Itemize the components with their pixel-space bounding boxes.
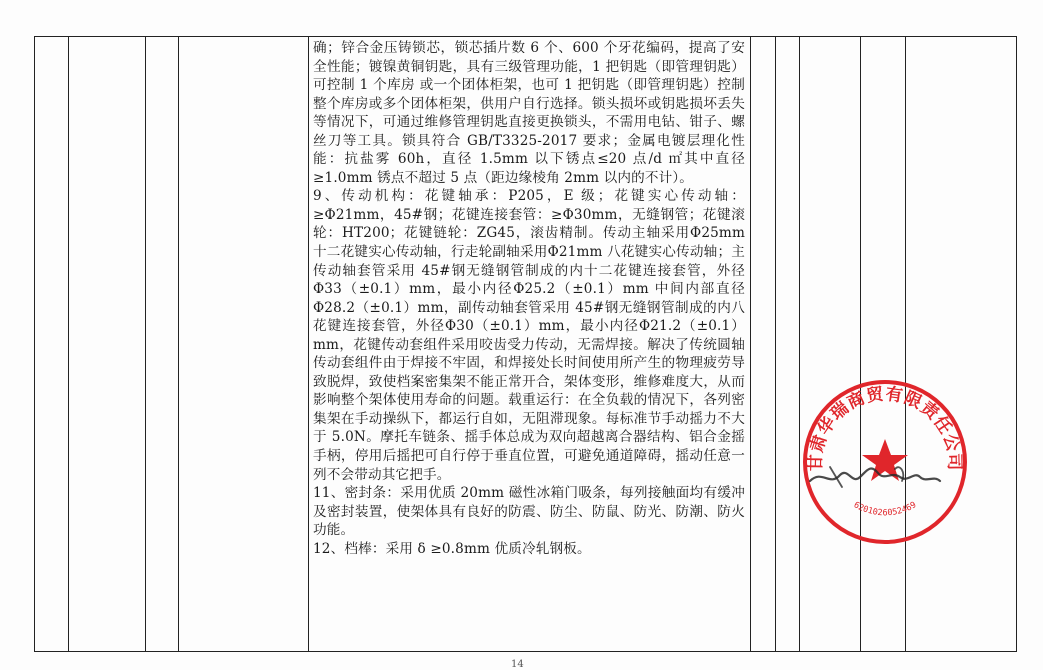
page-number: 14 — [511, 659, 524, 670]
table-column-divider — [145, 37, 146, 651]
table-column-divider — [775, 37, 776, 651]
table-column-divider — [905, 37, 906, 651]
seal-code: 6201026052469 — [851, 500, 919, 519]
specification-table — [34, 36, 1017, 652]
seal-star-icon — [862, 439, 908, 481]
table-column-divider — [799, 37, 800, 651]
table-column-divider — [308, 37, 309, 651]
spec-paragraph: 12、档棒：采用 δ ≥0.8mm 优质冷轧钢板。 — [313, 540, 591, 557]
table-column-divider — [178, 37, 179, 651]
seal-company-name: 甘肃华瑞商贸有限责任公司 — [805, 384, 965, 472]
specification-text-cell — [313, 39, 745, 558]
spec-paragraph: 确；锌合金压铸锁芯，锁芯插片数 6 个、600 个牙花编码，提高了安全性能；镀镍黄铜钥匙，具有三级管理功能，1 把钥匙（即管理钥匙）可控制 1 个库房 或一个团体柜架，也可 1 把钥匙（即管理钥匙）控制整个库房或多个团体柜架，供用户自行选择。锁头损坏或钥匙损坏丢失等情况下，可通过维修管理钥匙直接更换锁头，不需用电钻、钳子、螺丝刀等工具。锁具符合 GB/T3325-2017 要求；金属电镀层理化性能：抗盐雾 60h，直径 1.5mm 以下锈点≤20 点/d ㎡其中直径≥1.0mm 锈点不超过 5 点（距边缘棱角 2mm 以内的不计）。 — [313, 40, 745, 186]
table-column-divider — [860, 37, 861, 651]
table-column-divider — [750, 37, 751, 651]
table-column-divider — [68, 37, 69, 651]
spec-paragraph: 9、传动机构：花键轴承：P205，E 级；花键实心传动轴：≥Φ21mm，45#钢；花键连接套管：≥Φ30mm，无缝钢管；花键滚轮：HT200；花键链轮：ZG45，滚齿精制。传动主轴采用Φ25mm 十二花键实心传动轴，行走轮副轴采用Φ21mm 八花键实心传动轴；主传动轴套管采用 45#钢无缝钢管制成的内十二花键连接套管，外径Φ33（±0.1）mm，最小内径Φ25.2（±0.1）mm 中间内部直径Φ28.2（±0.1）mm，副传动轴套管采用 45#钢无缝钢管制成的内八花键连接套管，外径Φ30（±0.1）mm，最小内径Φ21.2（±0.1） mm，花键传动套组件采用咬齿受力传动，无需焊接。解决了传统圆轴传动套组件由于焊接不牢固，和焊接处长时间使用所产生的物理疲劳导致脱焊，致使档案密集架不能正常开合，架体变形，维修难度大，从而影响整个架体使用寿命的问题。载重运行：在全负载的情况下，各列密集架在手动操纵下，都运行自如，无阻滞现象。每标准节手动摇力不大于 5.0N。摩托车链条、摇手体总成为双向超越离合器结构、铝合金摇手柄，停用后摇把可自行停于垂直位置，可避免通道障碍，摇动任意一列不会带动其它把手。 — [313, 188, 745, 483]
spec-paragraph: 11、密封条：采用优质 20mm 磁性冰箱门吸条，每列接触面均有缓冲及密封装置，使架体具有良好的防震、防尘、防鼠、防光、防潮、防火功能。 — [313, 485, 745, 539]
company-seal — [800, 377, 970, 547]
